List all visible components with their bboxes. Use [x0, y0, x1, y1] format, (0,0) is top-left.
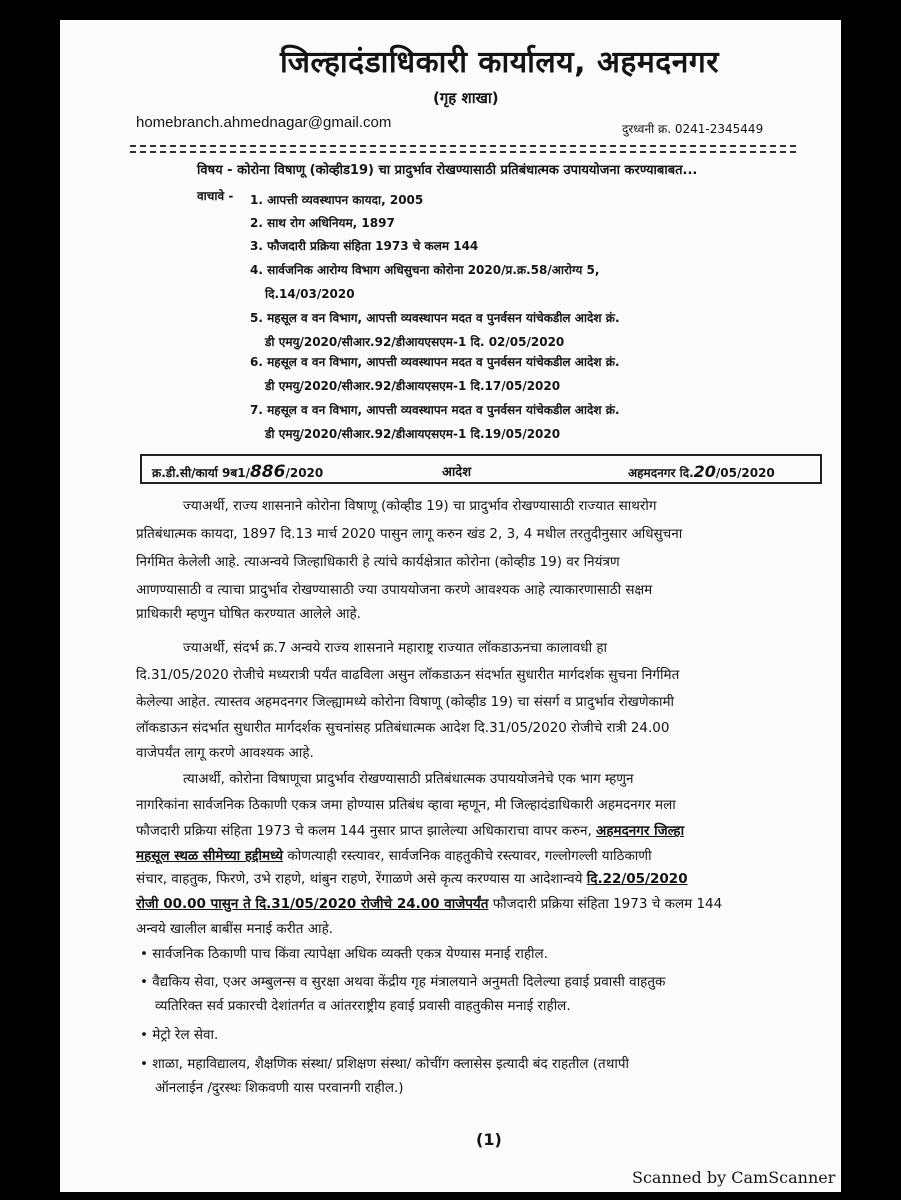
period-emphasis: रोजी 00.00 पासुन ते दि.31/05/2020 रोजीचे 24.00 वाजेपर्यंत — [136, 896, 489, 912]
reference-item: 1. आपत्ती व्यवस्थापन कायदा, 2005 — [250, 193, 424, 207]
handwritten-date-day: 20 — [693, 462, 716, 481]
office-title: जिल्हादंडाधिकारी कार्यालय, अहमदनगर — [280, 45, 720, 80]
bullet-item: • सार्वजनिक ठिकाणी पाच किंवा त्यापेक्षा अधिक व्यक्ती एकत्र येण्यास मनाई राहील. — [140, 946, 548, 962]
office-phone: दुरध्वनी क्र. 0241-2345449 — [622, 122, 764, 136]
reference-item-continued: डी एमयु/2020/सीआर.92/डीआयएसएम-1 दि.17/05/2020 — [265, 379, 561, 393]
order-date: अहमदनगर दि.20/05/2020 — [628, 462, 775, 481]
reference-item: 3. फौजदारी प्रक्रिया संहिता 1973 चे कलम 144 — [250, 239, 479, 253]
office-email: homebranch.ahmednagar@gmail.com — [136, 114, 392, 131]
paragraph3-line: अन्वये खालील बाबींस मनाई करीत आहे. — [136, 921, 334, 937]
jurisdiction-emphasis-cont: महसूल स्थळ सीमेच्या हद्दीमध्ये — [136, 848, 284, 864]
reference-item-continued: डी एमयु/2020/सीआर.92/डीआयएसएम-1 दि.19/05/2020 — [265, 427, 561, 441]
bullet-item: • वैद्यकिय सेवा, एअर अम्बुलन्स व सुरक्षा अथवा केंद्रीय गृह मंत्रालयाने अनुमती दिलेल्या हवाई प्रवासी वाहतुक — [140, 974, 666, 990]
paragraph2-line: लॉकडाऊन संदर्भात सुधारीत मार्गदर्शक सुचनांसह प्रतिबंधात्मक आदेश दि.31/05/2020 रोजीचे रात्री 24.00 — [136, 720, 670, 736]
scanner-watermark: Scanned by CamScanner — [632, 1168, 836, 1187]
reference-item: 2. साथ रोग अधिनियम, 1897 — [250, 216, 395, 230]
paragraph3-line: रोजी 00.00 पासुन ते दि.31/05/2020 रोजीचे 24.00 वाजेपर्यंत फौजदारी प्रक्रिया संहिता 1973 चे कलम 144 — [136, 896, 723, 912]
paragraph1-line: प्रतिबंधात्मक कायदा, 1897 दि.13 मार्च 2020 पासुन लागू करुन खंड 2, 3, 4 मधील तरतुदीनुसार अधिसुचना — [136, 526, 683, 542]
jurisdiction-emphasis: अहमदनगर जिल्हा — [596, 823, 685, 839]
paragraph3-line: त्याअर्थी, कोरोना विषाणूचा प्रादुर्भाव रोखण्यासाठी प्रतिबंधात्मक उपाययोजनेचे एक भाग म्हणुन — [183, 771, 634, 787]
reference-item: 4. सार्वजनिक आरोग्य विभाग अधिसुचना कोरोना 2020/प्र.क्र.58/आरोग्य 5, — [250, 263, 600, 277]
order-header-box — [140, 454, 822, 484]
order-heading: आदेश — [442, 465, 472, 480]
branch-name: (गृह शाखा) — [433, 89, 499, 107]
bullet-item-continued: ऑनलाईन /दुरस्थः शिकवणी यास परवानगी राहील.) — [155, 1080, 404, 1096]
paragraph1-line: आणण्यासाठी व त्याचा प्रादुर्भाव रोखण्यासाठी ज्या उपाययोजना करणे आवश्यक आहे त्याकारणासाठी सक्षम — [136, 582, 653, 598]
handwritten-order-number: 886 — [249, 462, 286, 482]
reference-item: 5. महसूल व वन विभाग, आपत्ती व्यवस्थापन मदत व पुनर्वसन यांचेकडील आदेश क्रं. — [250, 311, 620, 325]
subject-line: विषय - कोरोना विषाणू (कोव्हीड19) चा प्रादुर्भाव रोखण्यासाठी प्रतिबंधात्मक उपाययोजना करण्याबाबत... — [197, 163, 698, 178]
reference-item: 6. महसूल व वन विभाग, आपत्ती व्यवस्थापन मदत व पुनर्वसन यांचेकडील आदेश क्रं. — [250, 355, 620, 369]
reference-item-continued: दि.14/03/2020 — [265, 287, 355, 301]
header-rule-bottom — [130, 151, 796, 153]
paragraph1-line: ज्याअर्थी, राज्य शासनाने कोरोना विषाणू (कोव्हीड 19) चा प्रादुर्भाव रोखण्यासाठी राज्यात साथरोग — [183, 498, 657, 514]
order-number: क्र.डी.सी/कार्या 9ब1/886/2020 — [152, 462, 324, 482]
paragraph3-line: फौजदारी प्रक्रिया संहिता 1973 चे कलम 144 नुसार प्राप्त झालेल्या अधिकाराचा वापर करुन, अहमदनगर जिल्हा — [136, 823, 685, 839]
paragraph2-line: केलेल्या आहेत. त्यास्तव अहमदनगर जिल्ह्यामध्ये कोरोना विषाणू (कोव्हीड 19) चा संसर्ग व प्रादुर्भाव रोखणेकामी — [136, 694, 675, 710]
paragraph1-line: प्राधिकारी म्हणुन घोषित करण्यात आलेले आहे. — [136, 606, 361, 622]
header-rule-top — [130, 145, 796, 147]
paragraph2-line: वाजेपर्यंत लागू करणे आवश्यक आहे. — [136, 745, 314, 761]
reference-item-continued: डी एमयु/2020/सीआर.92/डीआयएसएम-1 दि. 02/05/2020 — [265, 335, 565, 349]
bullet-item: • शाळा, महाविद्यालय, शैक्षणिक संस्था/ प्रशिक्षण संस्था/ कोचींग क्लासेस इत्यादी बंद राहतील (तथापी — [140, 1056, 630, 1072]
page-number: (1) — [476, 1130, 502, 1149]
paragraph1-line: निर्गमित केलेली आहे. त्याअन्वये जिल्हाधिकारी हे त्यांचे कार्यक्षेत्रात कोरोना (कोव्हीड 19) वर नियंत्रण — [136, 554, 620, 570]
reference-item: 7. महसूल व वन विभाग, आपत्ती व्यवस्थापन मदत व पुनर्वसन यांचेकडील आदेश क्रं. — [250, 403, 620, 417]
paragraph3-line: नागरिकांना सार्वजनिक ठिकाणी एकत्र जमा होण्यास प्रतिबंध व्हावा म्हणून, मी जिल्हादंडाधिकारी अहमदनगर मला — [136, 797, 676, 813]
paragraph3-line: महसूल स्थळ सीमेच्या हद्दीमध्ये कोणत्याही रस्त्यावर, सार्वजनिक वाहतुकीचे रस्त्यावर, गल्लोगल्ली याठिकाणी — [136, 848, 652, 864]
paragraph2-line: दि.31/05/2020 रोजीचे मध्यरात्री पर्यंत वाढविला असुन लॉकडाऊन संदर्भात सुधारीत मार्गदर्शक सुचना निर्गमित — [136, 667, 680, 683]
read-label: वाचावे - — [197, 189, 234, 203]
bullet-item-continued: व्यतिरिक्त सर्व प्रकारची देशांतर्गत व आंतरराष्ट्रीय हवाई प्रवासी वाहतुकीस मनाई राहील. — [155, 998, 571, 1014]
bullet-item: • मेट्रो रेल सेवा. — [140, 1027, 219, 1043]
start-date-emphasis: दि.22/05/2020 — [586, 871, 688, 887]
paragraph3-line: संचार, वाहतुक, फिरणे, उभे राहणे, थांबुन राहणे, रेंगाळणे असे कृत्य करण्यास या आदेशान्वये दि.22/05/2020 — [136, 871, 688, 887]
paragraph2-line: ज्याअर्थी, संदर्भ क्र.7 अन्वये राज्य शासनाने महाराष्ट्र राज्यात लॉकडाऊनचा कालावधी हा — [183, 640, 608, 656]
